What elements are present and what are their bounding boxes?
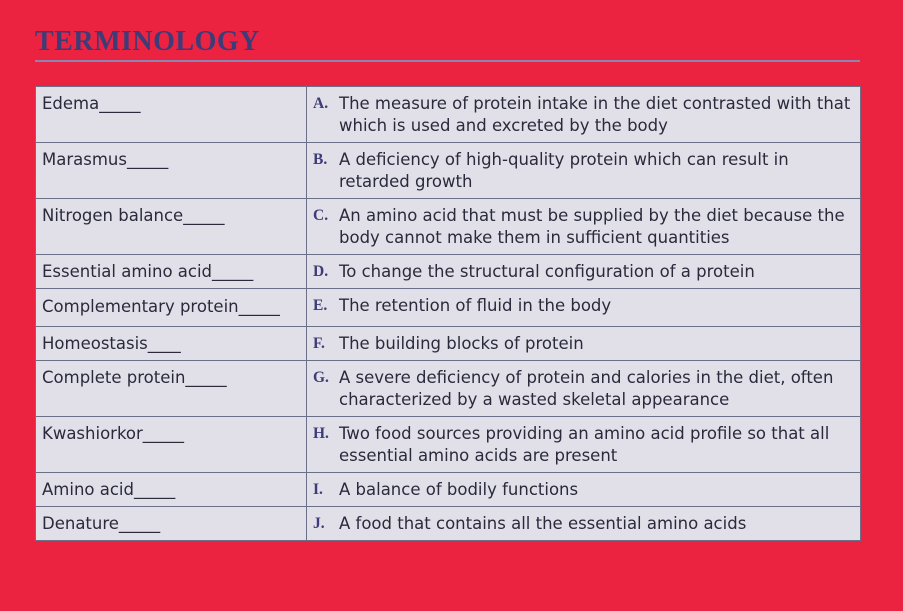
definition-text: The measure of protein intake in the diet contrasted with that which is used and excreted by the body — [339, 94, 851, 135]
term-cell: Homeostasis____ — [36, 327, 307, 361]
term-cell: Edema_____ — [36, 87, 307, 143]
table-row — [36, 417, 861, 473]
table-row — [36, 87, 861, 143]
definition-cell — [307, 199, 861, 255]
term-cell: Amino acid_____ — [36, 473, 307, 507]
definition-letter: D. — [313, 263, 329, 280]
definition-cell — [307, 361, 861, 417]
definition-text: A deficiency of high-quality protein which can result in retarded growth — [339, 150, 789, 191]
definition-text: The retention of fluid in the body — [339, 296, 612, 315]
definition-text: The building blocks of protein — [339, 334, 584, 353]
term-cell: Complete protein_____ — [36, 361, 307, 417]
table-row — [36, 143, 861, 199]
definition-text: A food that contains all the essential amino acids — [339, 514, 747, 533]
definition-letter: G. — [313, 369, 329, 386]
term-cell: Marasmus_____ — [36, 143, 307, 199]
definition-cell — [307, 417, 861, 473]
definition-text: A severe deficiency of protein and calories in the diet, often characterized by a wasted skeletal appearance — [339, 368, 834, 409]
term-cell: Nitrogen balance_____ — [36, 199, 307, 255]
title-divider — [35, 60, 860, 62]
definition-letter: F. — [313, 335, 325, 352]
definition-letter: I. — [313, 481, 323, 498]
definition-cell — [307, 143, 861, 199]
definition-letter: B. — [313, 151, 328, 168]
definition-cell — [307, 327, 861, 361]
definition-cell — [307, 473, 861, 507]
definition-cell — [307, 507, 861, 541]
term-cell: Complementary protein_____ — [36, 289, 307, 327]
table-row — [36, 473, 861, 507]
definition-cell — [307, 255, 861, 289]
definition-cell — [307, 289, 861, 327]
term-cell: Kwashiorkor_____ — [36, 417, 307, 473]
term-cell: Essential amino acid_____ — [36, 255, 307, 289]
table-row — [36, 199, 861, 255]
definition-cell — [307, 87, 861, 143]
definition-text: Two food sources providing an amino acid profile so that all essential amino acids are present — [339, 424, 830, 465]
table-row — [36, 507, 861, 541]
definition-text: A balance of bodily functions — [339, 480, 579, 499]
terminology-table — [35, 86, 861, 541]
definition-text: An amino acid that must be supplied by the diet because the body cannot make them in sufficient quantities — [339, 206, 845, 247]
table-row — [36, 255, 861, 289]
page-title: TERMINOLOGY — [35, 26, 260, 57]
definition-letter: J. — [313, 515, 325, 532]
table-row — [36, 327, 861, 361]
term-cell: Denature_____ — [36, 507, 307, 541]
definition-letter: C. — [313, 207, 329, 224]
table-row — [36, 361, 861, 417]
definition-letter: H. — [313, 425, 329, 442]
table-row — [36, 289, 861, 327]
definition-text: To change the structural configuration of a protein — [339, 262, 755, 281]
definition-letter: A. — [313, 95, 329, 112]
definition-letter: E. — [313, 297, 328, 314]
